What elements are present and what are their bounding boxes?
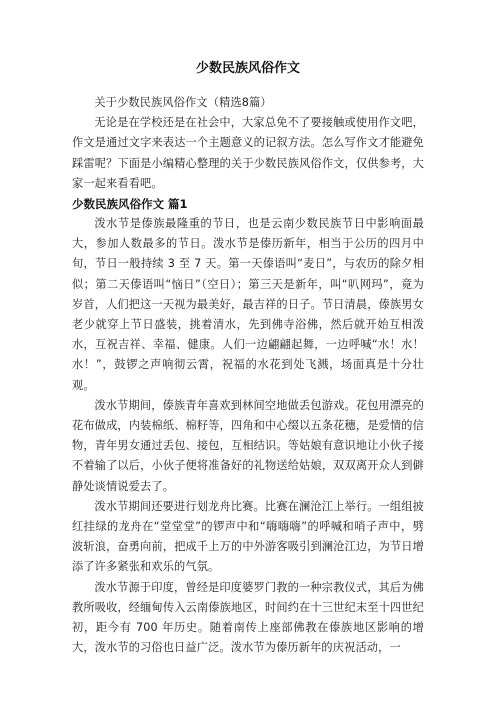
body-paragraph-1: 泼水节是傣族最隆重的节日，也是云南少数民族节日中影响面最大，参加人数最多的节日。泼水节是傣历新年，相当于公历的四月中旬，节日一般持续 3 至 7 天。第一天傣语叫“麦日”，与农历的除夕相似；第二天傣语叫“恼日”（空日）；第三天是新年，叫“叭网玛”，竟为岁首，人们把这一天视为最美好，最吉祥的日子。节日清晨，傣族男女老少就穿上节日盛装，挑着清水，先到佛寺浴佛，然后就开始互相泼水，互祝吉祥、幸福、健康。人们一边翩翩起舞，一边呼喊“水！水！水！”，鼓锣之声响彻云霄，祝福的水花到处飞溅，场面真是十分壮观。 — [72, 217, 424, 392]
document-subtitle: 关于少数民族风俗作文（精选8篇） — [94, 96, 272, 109]
body-paragraph-2: 泼水节期间，傣族青年喜欢到林间空地做丢包游戏。花包用漂亮的花布做成，内装棉纸、棉籽等，四角和中心缀以五条花穗，是爱情的信物，青年男女通过丢包、接包，互相结识。等姑娘有意识地让小伙子接不着输了以后，小伙子便将准备好的礼物送给姑娘，双双离开众人到僻静处谈情说爱去了。 — [72, 398, 424, 493]
intro-paragraph: 无论是在学校还是在社会中，大家总免不了要接触或使用作文吧，作文是通过文字来表达一个主题意义的记叙方法。怎么写作文才能避免踩雷呢？下面是小编精心整理的关于少数民族风俗作文，仅供参考，大家一起来看看吧。 — [72, 116, 424, 190]
body-paragraph-4: 泼水节源于印度，曾经是印度婆罗门教的一种宗教仪式，其后为佛教所吸收，经缅甸传入云南傣族地区，时间约在十三世纪末至十四世纪初，距今有 700 年历史。随着南传上座部佛教在傣族地区影响的增大，泼水节的习俗也日益广泛。泼水节为傣历新年的庆祝活动，一 — [72, 580, 424, 655]
body-paragraph-3: 泼水节期间还要进行划龙舟比赛。比赛在澜沧江上举行。一组组披红挂绿的龙舟在“堂堂堂”的锣声中和“嗨嗨嗨”的呼喊和哨子声中，劈波斩浪，奋勇向前，把成千上万的中外游客吸引到澜沧江边，为节日增添了许多紧张和欢乐的气氛。 — [72, 499, 424, 574]
document-title: 少数民族风俗作文 — [195, 61, 300, 76]
section-heading: 少数民族风俗作文 篇1 — [72, 197, 188, 212]
